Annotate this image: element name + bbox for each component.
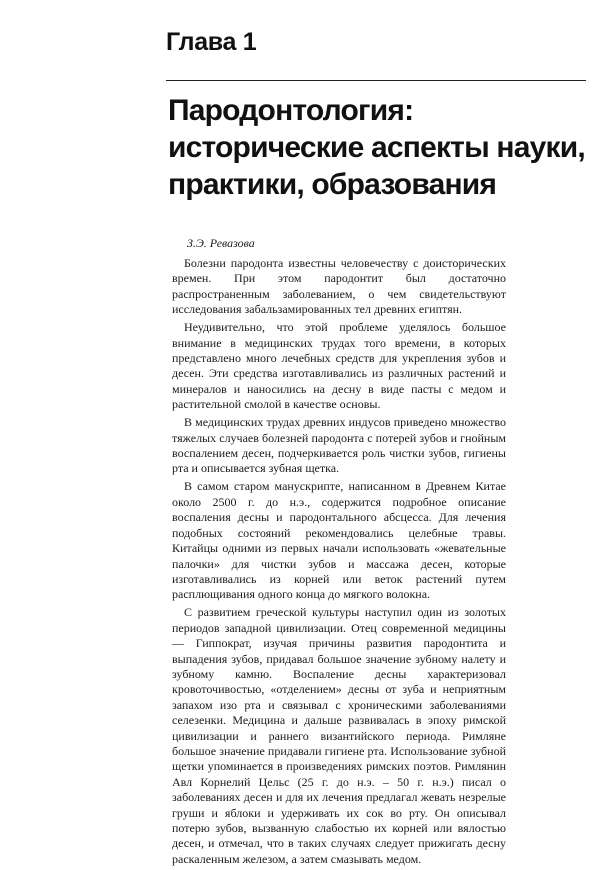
chapter-title xyxy=(168,92,588,203)
paragraph: С развитием греческой культуры наступил один из золотых периодов западной цивилизации. Отец современной медицины — Гиппократ, изучая причины развития пародонтита и выпадения зубов, придавал большое значение зубному налету и зубному камню. Воспаление десны характеризовал кровоточивостью, «отделением» десны от зуба и неприятным запахом изо рта и связывал с хроническими заболеваниями селезенки. Медицина и дальше развивалась в эпоху римской цивилизации и раннего византийского периода. Римляне большое значение придавали гигиене рта. Использование зубной щетки упоминается в произведениях римских поэтов. Римлянин Авл Корнелий Цельс (25 г. до н.э. – 50 г. н.э.) писал о заболеваниях десен и для их лечения предлагал жевать незрелые груши и яблоки и удерживать их сок во рту. Он описывал потерю зубов, вызванную слабостью их корней или вялостью десен, и отмечал, что в таких случаях следует прижигать десну раскаленным железом, а затем смазывать медом. xyxy=(172,605,506,866)
paragraph: Болезни пародонта известны человечеству с доисторических времен. При этом пародонтит был достаточно распространенным заболеванием, о чем свидетельствуют исследования забальзамированных тел древних египтян. xyxy=(172,256,506,317)
heading-rule xyxy=(166,80,586,81)
paragraph: В самом старом манускрипте, написанном в Древнем Китае около 2500 г. до н.э., содержится подробное описание воспаления десны и пародонтального абсцесса. Для лечения подобных состояний рекомендовались целебные травы. Китайцы одними из первых начали использовать «жевательные палочки» для чистки зубов и массажа десен, которые изготавливались из корней или веток растений путем расплющивания одного конца до мягкого волокна. xyxy=(172,479,506,602)
body-text xyxy=(172,256,506,870)
paragraph: В медицинских трудах древних индусов приведено множество тяжелых случаев болезней пародонта с потерей зубов и гнойным воспалением десен, подчеркивается роль чистки зубов, гигиены рта и описывается зубная щетка. xyxy=(172,415,506,476)
paragraph: Неудивительно, что этой проблеме уделялось большое внимание в медицинских трудах того времени, в которых представлено много лечебных средств для укрепления зубов и десен. Эти средства изготавливались из различных растений и минералов и наносились на десну в виде пасты с медом и растительной смолой в качестве основы. xyxy=(172,320,506,412)
chapter-heading: Глава 1 xyxy=(166,28,257,56)
title-line: практики, образования xyxy=(168,168,497,201)
title-line: исторические аспекты науки, xyxy=(168,131,585,164)
title-line: Пародонтология: xyxy=(168,94,414,127)
author-name: З.Э. Ревазова xyxy=(187,236,255,250)
